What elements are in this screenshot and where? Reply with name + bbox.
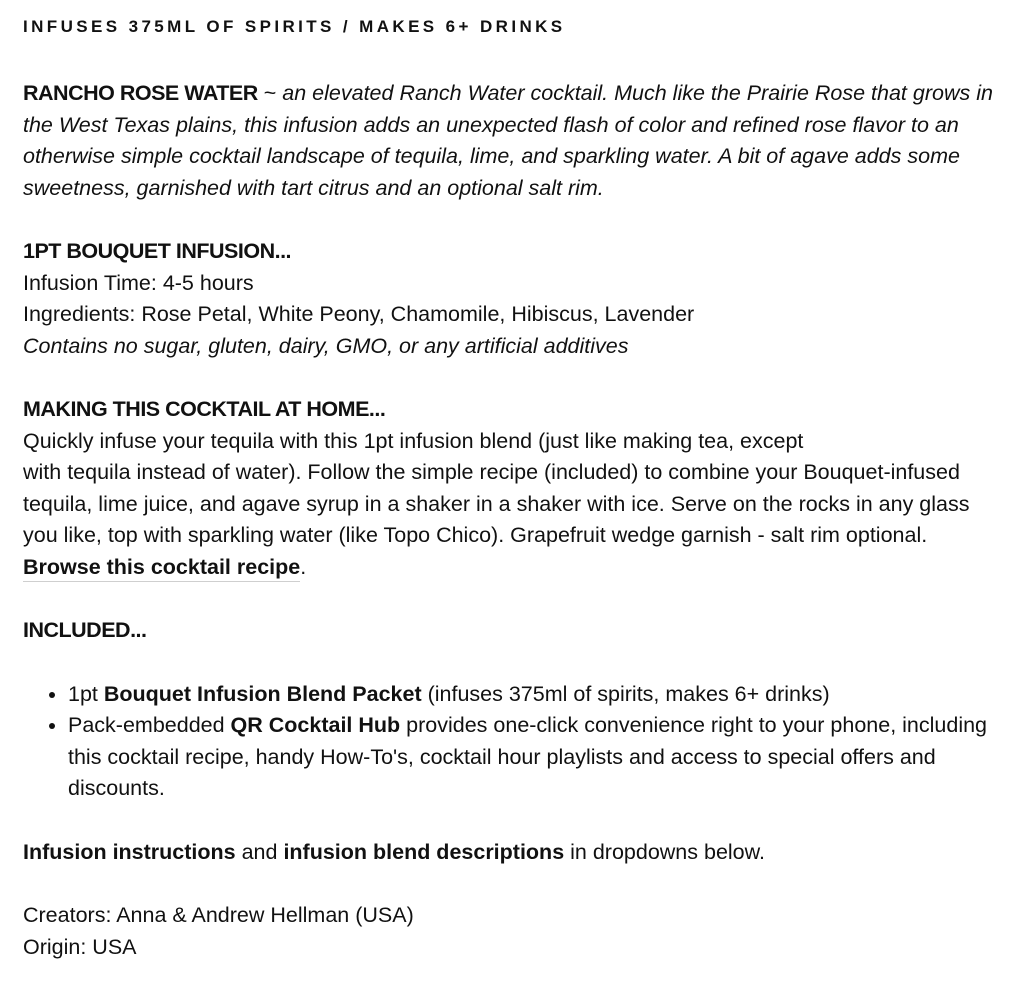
included-item-prefix: 1pt	[68, 681, 104, 706]
included-list	[23, 679, 998, 805]
making-body-line1: Quickly infuse your tequila with this 1pt infusion blend (just like making tea, except	[23, 428, 804, 453]
making-section	[23, 394, 998, 583]
infusion-dietary-note	[23, 331, 998, 363]
infusion-heading: 1PT BOUQUET INFUSION...	[23, 239, 292, 263]
making-body-period: .	[300, 554, 307, 579]
making-heading: MAKING THIS COCKTAIL AT HOME...	[23, 397, 386, 421]
included-item-title: Bouquet Infusion Blend Packet	[103, 681, 422, 706]
instructions-conjunction: and	[235, 839, 284, 864]
infusion-ingredients: Ingredients: Rose Petal, White Peony, Chamomile, Hibiscus, Lavender	[23, 302, 695, 326]
infusion-instructions-label: Infusion instructions	[23, 839, 236, 864]
infusion-section	[23, 236, 998, 362]
included-item-detail: provides one-click convenience right to your phone, including this cocktail recipe, handy How-To's, cocktail hour playlists and access to special offers and discounts.	[68, 713, 988, 800]
included-heading: INCLUDED...	[23, 618, 147, 642]
intro-paragraph	[23, 78, 998, 204]
infusion-capacity-kicker: INFUSES 375ML OF SPIRITS / MAKES 6+ DRINKS	[23, 17, 566, 36]
infusion-time: Infusion Time: 4-5 hours	[23, 270, 254, 295]
included-item-blend-packet	[68, 679, 998, 711]
making-body-text: with tequila instead of water). Follow the simple recipe (included) to combine your Bouquet-infused tequila, lime juice, and agave syrup in a shaker in a shaker with ice. Serve on the rocks in any glass you like, top with sparkling water (like Topo Chico). Grapefruit wedge garnish - salt rim optional.	[23, 460, 970, 547]
included-item-detail: (infuses 375ml of spirits, makes 6+ drinks)	[421, 681, 830, 706]
dropdown-instructions-note	[23, 837, 998, 869]
intro-description: an elevated Ranch Water cocktail. Much like the Prairie Rose that grows in the West Texas plains, this infusion adds an unexpected flash of color and refined rose flavor to an otherwise simple cocktail landscape of tequila, lime, and sparkling water. A bit of agave adds some sweetness, garnished with tart citrus and an optional salt rim.	[23, 81, 993, 200]
intro-separator: ~	[257, 81, 283, 105]
dietary-note-text: Contains no sugar, gluten, dairy, GMO, or any artificial additives	[23, 333, 629, 358]
included-item-prefix: Pack-embedded	[68, 713, 231, 737]
blend-descriptions-label: infusion blend descriptions	[283, 839, 565, 864]
product-name: RANCHO ROSE WATER	[23, 81, 258, 105]
origin: Origin: USA	[23, 934, 137, 959]
product-description	[23, 0, 998, 963]
included-section	[23, 615, 998, 805]
making-body	[23, 457, 998, 583]
browse-recipe-link[interactable]: Browse this cocktail recipe	[23, 555, 300, 582]
creators-section	[23, 900, 998, 963]
creators: Creators: Anna & Andrew Hellman (USA)	[23, 903, 414, 927]
included-item-qr-hub	[68, 710, 998, 805]
included-item-title: QR Cocktail Hub	[230, 713, 401, 737]
instructions-tail: in dropdowns below.	[564, 839, 765, 864]
